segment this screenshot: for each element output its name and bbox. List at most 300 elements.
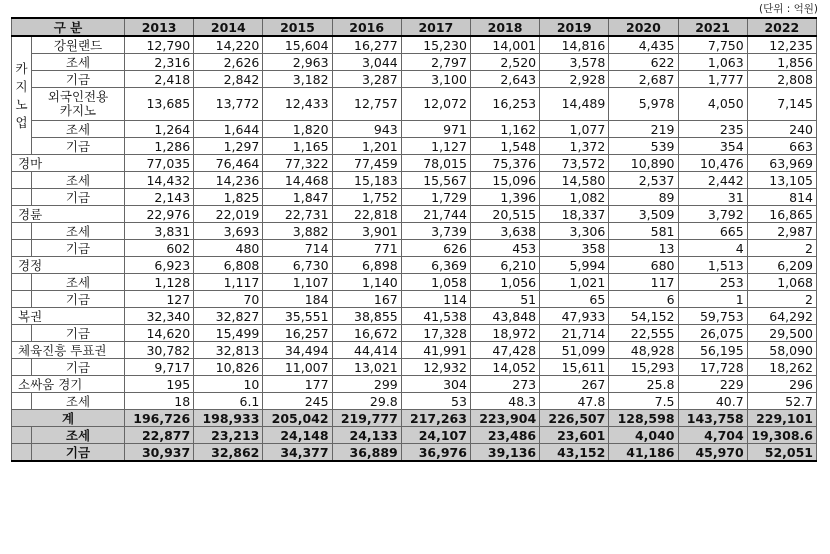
value-cell: 665 [678,223,747,240]
value-cell: 2 [747,240,816,257]
year-header: 2020 [609,18,678,36]
value-cell: 15,293 [609,359,678,376]
value-cell: 680 [609,257,678,274]
value-cell: 10 [194,376,263,393]
row-label: 기금 [32,359,125,376]
value-cell: 1,063 [678,54,747,71]
value-cell: 23,213 [194,427,263,444]
value-cell: 14,489 [540,88,609,121]
value-cell: 1,201 [332,138,401,155]
empty-cell [12,189,32,206]
value-cell: 1,396 [470,189,539,206]
value-cell: 43,848 [470,308,539,325]
value-cell: 3,901 [332,223,401,240]
casino-group-char: 노 [15,97,28,112]
value-cell: 12,072 [401,88,470,121]
value-cell: 127 [125,291,194,308]
value-cell: 229 [678,376,747,393]
value-cell: 2,842 [194,71,263,88]
value-cell: 59,753 [678,308,747,325]
value-cell: 7,145 [747,88,816,121]
row-label: 소싸움 경기 [12,376,125,393]
value-cell: 3,578 [540,54,609,71]
value-cell: 65 [540,291,609,308]
value-cell: 358 [540,240,609,257]
value-cell: 32,813 [194,342,263,359]
value-cell: 1,117 [194,274,263,291]
year-header: 2016 [332,18,401,36]
table-row [12,274,817,291]
value-cell: 12,235 [747,36,816,54]
value-cell: 273 [470,376,539,393]
value-cell: 22,555 [609,325,678,342]
empty-cell [12,291,32,308]
value-cell: 6,898 [332,257,401,274]
value-cell: 16,865 [747,206,816,223]
value-cell: 663 [747,138,816,155]
value-cell: 1,644 [194,121,263,138]
row-label: 조세 [32,121,125,138]
value-cell: 1,286 [125,138,194,155]
value-cell: 13 [609,240,678,257]
value-cell: 971 [401,121,470,138]
value-cell: 1,825 [194,189,263,206]
value-cell: 21,744 [401,206,470,223]
value-cell: 45,970 [678,444,747,462]
value-cell: 77,035 [125,155,194,172]
row-label: 조세 [32,274,125,291]
value-cell: 4,040 [609,427,678,444]
value-cell: 581 [609,223,678,240]
value-cell: 114 [401,291,470,308]
row-label: 경정 [12,257,125,274]
value-cell: 22,019 [194,206,263,223]
value-cell: 16,277 [332,36,401,54]
table-row [12,376,817,393]
year-header: 2017 [401,18,470,36]
value-cell: 6,808 [194,257,263,274]
year-header: 2021 [678,18,747,36]
value-cell: 38,855 [332,308,401,325]
value-cell: 3,882 [263,223,332,240]
value-cell: 205,042 [263,410,332,427]
value-cell: 23,486 [470,427,539,444]
value-cell: 539 [609,138,678,155]
value-cell: 48.3 [470,393,539,410]
value-cell: 219,777 [332,410,401,427]
value-cell: 2,963 [263,54,332,71]
value-cell: 1,856 [747,54,816,71]
empty-cell [12,274,32,291]
value-cell: 52,051 [747,444,816,462]
value-cell: 24,107 [401,427,470,444]
value-cell: 14,220 [194,36,263,54]
value-cell: 22,818 [332,206,401,223]
value-cell: 196,726 [125,410,194,427]
value-cell: 17,728 [678,359,747,376]
value-cell: 41,538 [401,308,470,325]
value-cell: 2,316 [125,54,194,71]
value-cell: 1,513 [678,257,747,274]
value-cell: 2,442 [678,172,747,189]
value-cell: 29,500 [747,325,816,342]
value-cell: 6,730 [263,257,332,274]
value-cell: 622 [609,54,678,71]
value-cell: 1,777 [678,71,747,88]
table-row [12,36,817,54]
value-cell: 1,077 [540,121,609,138]
table-row [12,427,817,444]
value-cell: 9,717 [125,359,194,376]
value-cell: 34,494 [263,342,332,359]
value-cell: 78,015 [401,155,470,172]
value-cell: 3,792 [678,206,747,223]
value-cell: 77,322 [263,155,332,172]
value-cell: 2,537 [609,172,678,189]
table-row [12,257,817,274]
value-cell: 143,758 [678,410,747,427]
row-label: 조세 [32,172,125,189]
value-cell: 167 [332,291,401,308]
value-cell: 626 [401,240,470,257]
value-cell: 5,978 [609,88,678,121]
row-label: 조세 [32,54,125,71]
value-cell: 2,626 [194,54,263,71]
value-cell: 25.8 [609,376,678,393]
value-cell: 14,816 [540,36,609,54]
value-cell: 18,337 [540,206,609,223]
value-cell: 223,904 [470,410,539,427]
value-cell: 29.8 [332,393,401,410]
unit-note: (단위 : 억원) [759,3,818,15]
value-cell: 12,757 [332,88,401,121]
value-cell: 22,731 [263,206,332,223]
value-cell: 480 [194,240,263,257]
value-cell: 51,099 [540,342,609,359]
value-cell: 267 [540,376,609,393]
value-cell: 814 [747,189,816,206]
value-cell: 32,340 [125,308,194,325]
table-row [12,444,817,462]
year-header: 2018 [470,18,539,36]
value-cell: 15,604 [263,36,332,54]
value-cell: 6.1 [194,393,263,410]
value-cell: 453 [470,240,539,257]
value-cell: 36,889 [332,444,401,462]
gambling-revenue-table [11,17,817,462]
value-cell: 32,827 [194,308,263,325]
value-cell: 31 [678,189,747,206]
row-label: 조세 [32,393,125,410]
year-header: 2019 [540,18,609,36]
empty-cell [12,240,32,257]
table-row [12,54,817,71]
table-row [12,291,817,308]
value-cell: 1,058 [401,274,470,291]
value-cell: 16,253 [470,88,539,121]
value-cell: 12,790 [125,36,194,54]
value-cell: 943 [332,121,401,138]
value-cell: 2,987 [747,223,816,240]
value-cell: 2 [747,291,816,308]
row-label: 기금 [32,325,125,342]
value-cell: 14,052 [470,359,539,376]
value-cell: 3,306 [540,223,609,240]
table-row [12,172,817,189]
value-cell: 1,729 [401,189,470,206]
table-row [12,240,817,257]
row-label: 기금 [32,189,125,206]
value-cell: 15,183 [332,172,401,189]
table-row [12,359,817,376]
header-row [12,18,817,36]
value-cell: 39,136 [470,444,539,462]
value-cell: 6,923 [125,257,194,274]
value-cell: 1,820 [263,121,332,138]
value-cell: 18,972 [470,325,539,342]
row-label: 조세 [32,427,125,444]
value-cell: 1,264 [125,121,194,138]
value-cell: 14,001 [470,36,539,54]
value-cell: 3,100 [401,71,470,88]
header-label: 구 분 [12,18,125,36]
value-cell: 14,432 [125,172,194,189]
value-cell: 354 [678,138,747,155]
value-cell: 2,928 [540,71,609,88]
value-cell: 117 [609,274,678,291]
value-cell: 53 [401,393,470,410]
value-cell: 1,297 [194,138,263,155]
value-cell: 195 [125,376,194,393]
table-row [12,71,817,88]
value-cell: 14,620 [125,325,194,342]
table-row [12,88,817,121]
value-cell: 40.7 [678,393,747,410]
value-cell: 219 [609,121,678,138]
value-cell: 15,499 [194,325,263,342]
value-cell: 15,567 [401,172,470,189]
row-label [32,88,125,121]
value-cell: 240 [747,121,816,138]
value-cell: 1,082 [540,189,609,206]
value-cell: 3,509 [609,206,678,223]
value-cell: 3,287 [332,71,401,88]
value-cell: 2,418 [125,71,194,88]
table-row [12,189,817,206]
value-cell: 15,611 [540,359,609,376]
table-row [12,223,817,240]
value-cell: 20,515 [470,206,539,223]
table-row [12,342,817,359]
value-cell: 12,932 [401,359,470,376]
year-header: 2014 [194,18,263,36]
value-cell: 16,257 [263,325,332,342]
value-cell: 304 [401,376,470,393]
value-cell: 73,572 [540,155,609,172]
value-cell: 47,933 [540,308,609,325]
value-cell: 14,468 [263,172,332,189]
value-cell: 3,831 [125,223,194,240]
value-cell: 13,772 [194,88,263,121]
value-cell: 7.5 [609,393,678,410]
row-label: 복권 [12,308,125,325]
value-cell: 54,152 [609,308,678,325]
value-cell: 1,165 [263,138,332,155]
row-label: 계 [12,410,125,427]
value-cell: 2,797 [401,54,470,71]
table-row [12,393,817,410]
value-cell: 30,782 [125,342,194,359]
value-cell: 89 [609,189,678,206]
value-cell: 47.8 [540,393,609,410]
year-header: 2015 [263,18,332,36]
value-cell: 177 [263,376,332,393]
value-cell: 30,937 [125,444,194,462]
value-cell: 23,601 [540,427,609,444]
value-cell: 2,643 [470,71,539,88]
row-label: 기금 [32,291,125,308]
value-cell: 245 [263,393,332,410]
value-cell: 14,236 [194,172,263,189]
value-cell: 3,739 [401,223,470,240]
value-cell: 16,672 [332,325,401,342]
value-cell: 4,435 [609,36,678,54]
value-cell: 2,143 [125,189,194,206]
value-cell: 771 [332,240,401,257]
value-cell: 1,068 [747,274,816,291]
value-cell: 15,230 [401,36,470,54]
row-label: 기금 [32,71,125,88]
value-cell: 26,075 [678,325,747,342]
value-cell: 7,750 [678,36,747,54]
value-cell: 1,107 [263,274,332,291]
value-cell: 1,847 [263,189,332,206]
value-cell: 22,976 [125,206,194,223]
value-cell: 35,551 [263,308,332,325]
value-cell: 22,877 [125,427,194,444]
table-row [12,138,817,155]
value-cell: 184 [263,291,332,308]
value-cell: 6,369 [401,257,470,274]
empty-cell [12,393,32,410]
year-header: 2013 [125,18,194,36]
value-cell: 63,969 [747,155,816,172]
empty-cell [12,427,32,444]
table-row [12,325,817,342]
value-cell: 70 [194,291,263,308]
value-cell: 296 [747,376,816,393]
value-cell: 18 [125,393,194,410]
value-cell: 58,090 [747,342,816,359]
value-cell: 1,372 [540,138,609,155]
table-row [12,308,817,325]
value-cell: 6 [609,291,678,308]
value-cell: 128,598 [609,410,678,427]
casino-group-label [12,36,32,155]
value-cell: 64,292 [747,308,816,325]
value-cell: 19,308.6 [747,427,816,444]
value-cell: 10,826 [194,359,263,376]
casino-group-char: 카 [15,61,28,76]
row-label: 기금 [32,240,125,257]
value-cell: 47,428 [470,342,539,359]
empty-cell [12,325,32,342]
casino-group-char: 업 [15,115,28,130]
empty-cell [12,359,32,376]
value-cell: 13,105 [747,172,816,189]
value-cell: 75,376 [470,155,539,172]
value-cell: 1,548 [470,138,539,155]
value-cell: 253 [678,274,747,291]
value-cell: 14,580 [540,172,609,189]
value-cell: 41,991 [401,342,470,359]
row-label: 조세 [32,223,125,240]
empty-cell [12,172,32,189]
value-cell: 52.7 [747,393,816,410]
value-cell: 1,162 [470,121,539,138]
value-cell: 10,890 [609,155,678,172]
row-label: 경륜 [12,206,125,223]
value-cell: 3,638 [470,223,539,240]
value-cell: 6,209 [747,257,816,274]
value-cell: 51 [470,291,539,308]
value-cell: 217,263 [401,410,470,427]
table-row [12,121,817,138]
value-cell: 1 [678,291,747,308]
value-cell: 12,433 [263,88,332,121]
value-cell: 11,007 [263,359,332,376]
value-cell: 4 [678,240,747,257]
value-cell: 235 [678,121,747,138]
empty-cell [12,444,32,462]
value-cell: 229,101 [747,410,816,427]
table-row [12,155,817,172]
value-cell: 3,182 [263,71,332,88]
value-cell: 6,210 [470,257,539,274]
value-cell: 77,459 [332,155,401,172]
value-cell: 1,128 [125,274,194,291]
value-cell: 5,994 [540,257,609,274]
value-cell: 1,127 [401,138,470,155]
value-cell: 2,520 [470,54,539,71]
year-header: 2022 [747,18,816,36]
value-cell: 41,186 [609,444,678,462]
row-label: 기금 [32,444,125,462]
value-cell: 2,808 [747,71,816,88]
row-label-line: 외국인전용 [47,89,109,104]
value-cell: 24,148 [263,427,332,444]
casino-group-char: 지 [15,79,28,94]
empty-cell [12,223,32,240]
value-cell: 198,933 [194,410,263,427]
value-cell: 4,050 [678,88,747,121]
value-cell: 1,056 [470,274,539,291]
value-cell: 2,687 [609,71,678,88]
value-cell: 18,262 [747,359,816,376]
row-label: 강원랜드 [32,36,125,54]
table-row [12,206,817,223]
value-cell: 1,140 [332,274,401,291]
value-cell: 602 [125,240,194,257]
value-cell: 36,976 [401,444,470,462]
value-cell: 299 [332,376,401,393]
value-cell: 21,714 [540,325,609,342]
row-label-line: 카지노 [59,103,97,118]
value-cell: 1,021 [540,274,609,291]
value-cell: 56,195 [678,342,747,359]
value-cell: 43,152 [540,444,609,462]
value-cell: 34,377 [263,444,332,462]
